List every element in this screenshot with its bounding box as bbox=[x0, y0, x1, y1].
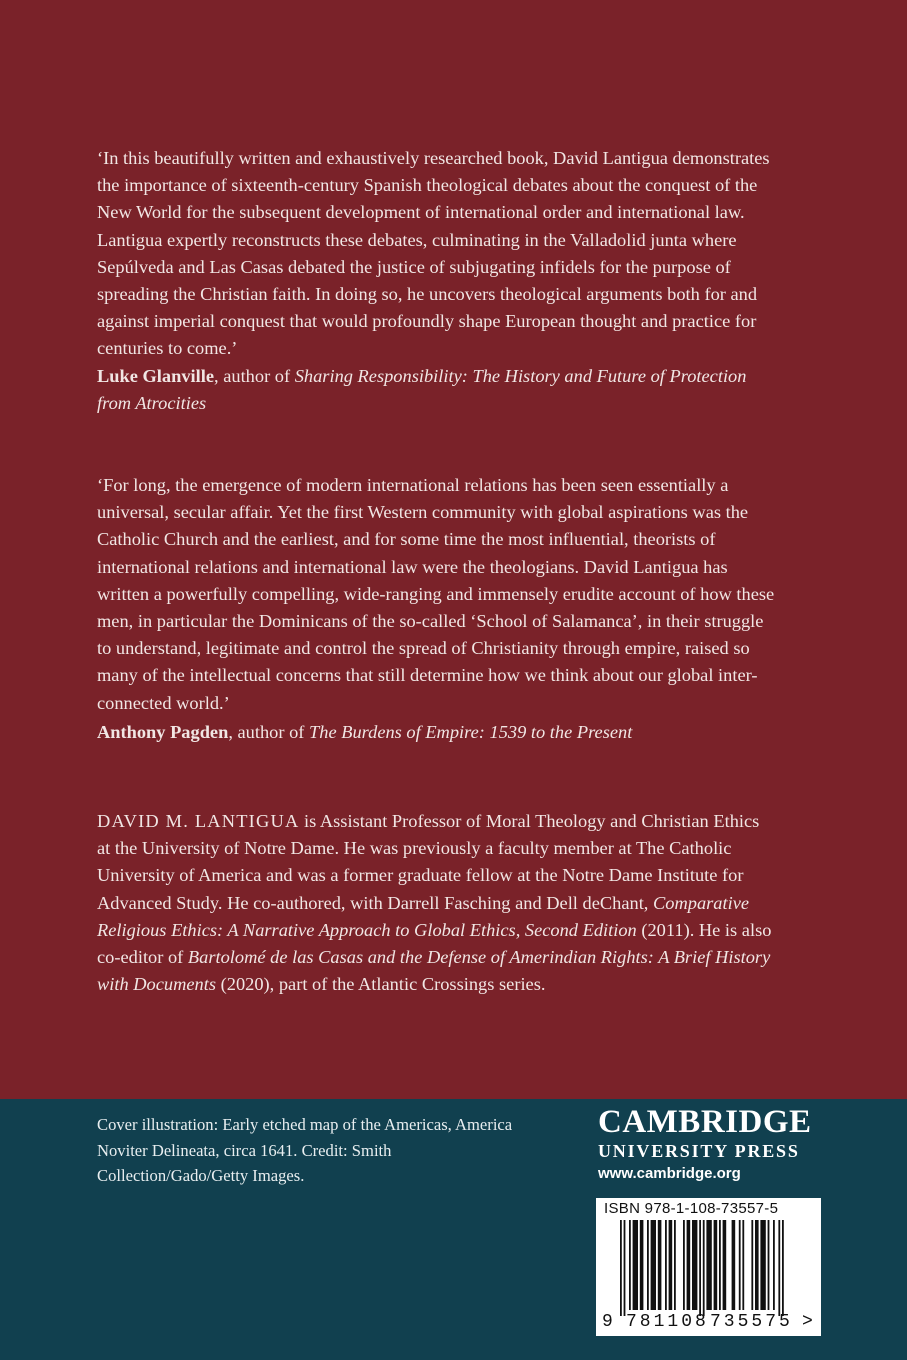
publisher-press: UNIVERSITY PRESS bbox=[598, 1141, 800, 1161]
barcode-bar bbox=[723, 1220, 727, 1310]
publisher-logo bbox=[598, 1104, 838, 1186]
barcode-bar bbox=[699, 1220, 701, 1316]
barcode-bar bbox=[760, 1220, 765, 1310]
endorsement-2-work: The Burdens of Empire: 1539 to the Present bbox=[309, 721, 633, 742]
barcode-bar bbox=[669, 1220, 673, 1310]
barcode-bar bbox=[732, 1220, 736, 1310]
isbn-label: ISBN 978-1-108-73557-5 bbox=[604, 1200, 779, 1217]
endorsement-1-author: Luke Glanville bbox=[97, 365, 215, 386]
bio-text-2: (2011). He is also co-editor of bbox=[97, 919, 772, 968]
bio-text-1: is Assistant Professor of Moral Theology and Christian Ethics at the University of Notre Dame. He was previously a faculty member at The Catholic University of America and was a former graduate fellow at the Notre Dame Institute for Advanced Study. He co-authored, with Darrell Fasching and Dell deChant, bbox=[97, 811, 760, 913]
isbn-barcode bbox=[596, 1198, 821, 1336]
author-bio-text bbox=[97, 808, 777, 998]
barcode-bar bbox=[773, 1220, 775, 1310]
endorsement-1-work: Sharing Responsibility: The History and Future of Protection from Atrocities bbox=[97, 365, 747, 413]
barcode-bar bbox=[714, 1220, 718, 1310]
barcode-bar bbox=[782, 1220, 784, 1316]
endorsement-2-attribution bbox=[97, 719, 777, 746]
barcode-group-1: 781108 bbox=[626, 1312, 709, 1332]
barcode-bar bbox=[751, 1220, 753, 1310]
cover-credit: Cover illustration: Early etched map of the Americas, America Noviter Delineata, circa 1641. Credit: Smith Collection/Gado/Getty Images. bbox=[97, 1115, 513, 1186]
endorsement-2-author-of: , author of bbox=[228, 721, 310, 742]
barcode-bar bbox=[683, 1220, 685, 1310]
endorsement-2-quote: ‘For long, the emergence of modern international relations has been seen essentially a universal, secular affair. Yet the first Western community with global aspirations was the Catholic Church and the earliest, and for some time the most influential, theorists of international relations and international law were the theologians. David Lantigua has written a powerfully compelling, wide-ranging and immensely erudite account of how these men, in particular the Dominicans of the so-called ‘School of Salamanca’, in their struggle to understand, legitimate and control the spread of Christianity through empire, raised so many of the intellectual concerns that still determine how we think about our global inter-connected world.’ bbox=[97, 475, 775, 713]
barcode-bar bbox=[768, 1220, 770, 1310]
endorsement-2-author: Anthony Pagden bbox=[97, 721, 229, 742]
barcode-bar bbox=[620, 1220, 622, 1316]
barcode-bar bbox=[640, 1220, 644, 1310]
barcode-bar bbox=[742, 1220, 744, 1310]
barcode-bar bbox=[647, 1220, 649, 1310]
barcode-end-mark: > bbox=[802, 1312, 813, 1332]
bio-work-2: Bartolomé de las Casas and the Defense of Amerindian Rights: A Brief History with Documents bbox=[97, 947, 771, 995]
barcode-group-2: 735575 bbox=[710, 1312, 793, 1332]
publisher-url: www.cambridge.org bbox=[598, 1165, 741, 1182]
barcode-bar bbox=[633, 1220, 638, 1310]
barcode-bar bbox=[624, 1220, 626, 1316]
bio-text-3: (2020), part of the Atlantic Crossings series. bbox=[216, 974, 546, 995]
barcode-bar bbox=[665, 1220, 667, 1310]
publisher-name: CAMBRIDGE bbox=[598, 1104, 812, 1140]
author-bio bbox=[97, 808, 777, 998]
barcode-bar bbox=[703, 1220, 705, 1316]
barcode-bar bbox=[755, 1220, 759, 1310]
barcode-bar bbox=[687, 1220, 691, 1310]
barcode-bar bbox=[706, 1220, 711, 1310]
barcode-bar bbox=[692, 1220, 697, 1310]
barcode-bar bbox=[674, 1220, 676, 1310]
endorsement-1-quote: ‘In this beautifully written and exhaustively researched book, David Lantigua demonstrates the importance of sixteenth-century Spanish theological debates about the conquest of the New World for the subsequent development of international order and international law. Lantigua expertly reconstructs these debates, culminating in the Valladolid junta where Sepúlveda and Las Casas debated the justice of subjugating infidels for the purpose of spreading the Christian faith. In doing so, he uncovers theological arguments both for and against imperial conquest that would profoundly shape European thought and practice for centuries to come.’ bbox=[97, 148, 770, 359]
barcode-bar bbox=[739, 1220, 741, 1310]
barcode-bar bbox=[719, 1220, 721, 1310]
endorsement-2 bbox=[97, 472, 777, 746]
barcode-bars bbox=[596, 1198, 821, 1318]
author-name: DAVID M. LANTIGUA bbox=[97, 811, 300, 831]
bio-work-1: Comparative Religious Ethics: A Narrative Approach to Global Ethics, Second Edition bbox=[97, 892, 750, 940]
endorsement-1 bbox=[97, 145, 777, 417]
barcode-lead-digit: 9 bbox=[602, 1312, 613, 1332]
barcode-bar bbox=[658, 1220, 662, 1310]
barcode-bar bbox=[778, 1220, 780, 1316]
endorsement-1-attribution bbox=[97, 363, 777, 417]
barcode-bar bbox=[629, 1220, 631, 1310]
endorsement-1-author-of: , author of bbox=[214, 365, 295, 386]
barcode-bar bbox=[651, 1220, 656, 1310]
